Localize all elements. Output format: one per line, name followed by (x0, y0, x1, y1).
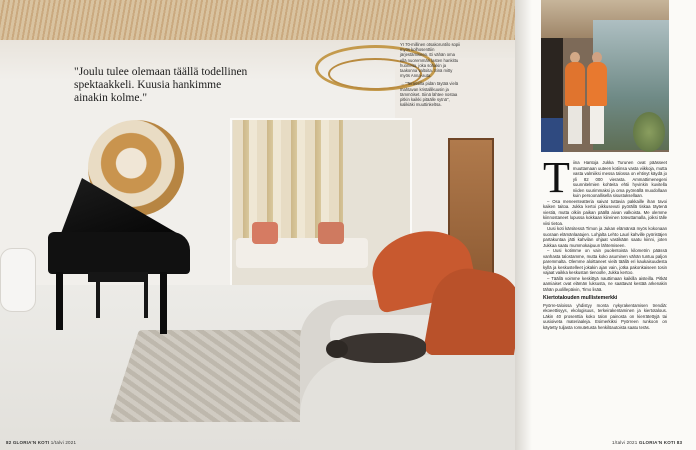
plant (633, 112, 665, 152)
article-paragraph: – Täällä voimme keskittyä nauttimaan kaikilla aisteilla. Pitkät aamiaiset ovat elämän luksusta, ne saattavat kestää arkenakin tähän puolillepäivin, Timo lisää. (543, 275, 667, 292)
article-paragraph: – Uusi kotimme on vain puolentoista kilometrin päässä vanhasta talostamme, mutta koko asuminen vähän tuntuu paljon paremmalta. Olemme aloittaneet vielä täällä eri kaukaisuudesta kyllä ja keskustelleet jokakin ajan vain, jotka pakonkaiseen tosin vajaat vaikka keskustan tienoolle, Jukka kertoo. (543, 248, 667, 275)
sofa-front (300, 355, 515, 450)
dog-head (326, 340, 348, 358)
page-number: 83 (676, 440, 683, 445)
person-legs (590, 106, 604, 144)
pull-quote: "Joulu tulee olemaan täällä todellinen spektaakkeli. Kuusia hankimme ainakin kolme." (74, 66, 248, 104)
piano-leg (160, 272, 167, 334)
page-number: 82 (6, 440, 12, 445)
white-chair (0, 248, 36, 312)
drop-cap: T (543, 153, 570, 202)
magazine-name: GLORIA'N KOTI (12, 440, 50, 445)
person-orange-jacket (587, 62, 607, 106)
article-paragraph: Pyörre-taloissa yhdistyy monta nykyrakentamisen trendiä: ekoeettisyys, ekologisuus, terkeirakentaminen ja kiertotalous. Läkin 40 prosenttia koko talon painosta on kierrätettyjä tai uusioiveta materiaaleja. Esimerkiksi Pyörreen runkoon on käytetty tuljasta romutetusta henkilöautoista saatu teräs. (543, 302, 667, 330)
caption-paragraph: YI 70-millinen otsakoruntilo sopii myös kolhosenttiin järjestämiseen. Ei vähän oma ellä nuoremmän lasten hankittu huoneita, joka sohakin ja taakonna valtoita. Sinä mitty myös Anna-auta. (400, 42, 461, 79)
piano-bench-legs (96, 282, 148, 318)
article-paragraph: – Osa meneenteatteria saivat tuttavia pakkaille ihan tavoi kaiken taitoa. Jukka kertoi pikkusevuti pyörällä tiskaa täytenä viestiä, mutta olkiin paikan päällä aivan valkoista. Me olemme kiinnostaneet lopussa kokkaan kiireinen toteuttamalla, joiksi tälle viisi tietoa. (543, 198, 667, 226)
issue-label: 1/talvi 2021 (50, 440, 77, 445)
person-orange-jacket (565, 62, 585, 106)
folio-right (612, 440, 682, 445)
grand-piano (48, 232, 190, 274)
couple-photo (541, 0, 669, 152)
background-pillow (252, 222, 278, 244)
person-legs (568, 106, 582, 144)
photo-caption (400, 42, 462, 110)
article-paragraph: Uusi koti kärsitessä Timon ja Jukan elämänsä myös kokonaan suoraan elämänlaatujen. Lohjalta Lehto Lauri kahville pyöristäjen partakuntaa jätti kahvilan ohjaat vastikään saatu kiinni, joten Jukkaa saatu mummokaipuun lähtemiseen. (543, 226, 667, 248)
folio-left (6, 440, 76, 445)
article-paragraph: iina Hantoja Jukka Turunen ovat päässeet muuttamaan uuteen kotiinsa vasta viikkoja, mutta vasta valmiiksi messa talossa on ehtinyt käydä jo yli 82 000 vierasta. Ammattimenegeni suunnitelmien kohteita ehtii hyvinkin kuvitella niiden suurimmaksi ja oma pyöreällä muodollaan kuin persoonallisella sisustuksellaan. (572, 160, 667, 198)
issue-label: 1/talvi 2021 (612, 440, 638, 445)
magazine-name: GLORIA'N KOTI (638, 440, 676, 445)
gutter (515, 0, 543, 450)
caption-paragraph: → "Terassilla pidän täytää vielä mahtavan kristallikuusin ja tämmöiset. Siinä lähtee nostaa pitkin kaikki pitäälle sytnä", kalikiäki muuttinkeltsa. (400, 81, 459, 108)
background-pillow (318, 222, 344, 244)
piano-bench (88, 272, 148, 282)
piano-leg (56, 272, 63, 330)
article-body (543, 153, 667, 330)
blue-cushion (541, 118, 563, 152)
article-subheading: Kiertotalouden mullistemerkki (543, 295, 618, 301)
